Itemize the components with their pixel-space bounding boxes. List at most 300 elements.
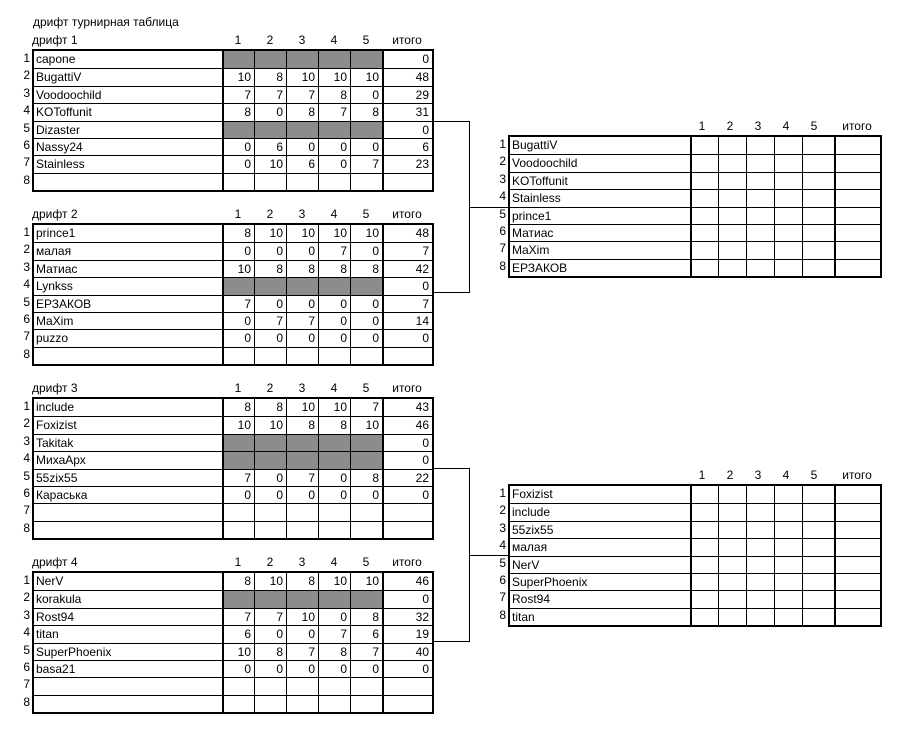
row-number: 2 <box>499 503 506 518</box>
row-number: 2 <box>23 416 30 431</box>
final-round-header-1: 1 <box>698 468 706 482</box>
total-score: 31 <box>382 104 432 121</box>
round-score: 7 <box>222 470 254 487</box>
table-row <box>510 556 880 574</box>
round-score <box>286 504 318 521</box>
table-row <box>34 469 432 487</box>
round-score: 7 <box>286 470 318 487</box>
row-number: 6 <box>499 573 506 587</box>
round-score: 0 <box>254 296 286 313</box>
driver-name: малая <box>512 540 548 555</box>
round-score <box>254 174 286 191</box>
round-score <box>318 678 350 695</box>
driver-name <box>36 174 220 191</box>
round-score <box>222 522 254 539</box>
round-score: 0 <box>254 487 286 504</box>
round-score: 7 <box>350 644 382 661</box>
total-score: 7 <box>382 296 432 313</box>
total-score: 0 <box>382 330 432 347</box>
row-number: 1 <box>23 51 30 65</box>
score-table <box>32 49 434 192</box>
row-number: 4 <box>23 277 30 292</box>
table-row <box>510 573 880 591</box>
round-score <box>718 173 746 190</box>
table-row <box>34 260 432 278</box>
table-row <box>34 68 432 86</box>
round-score: 7 <box>254 87 286 104</box>
driver-name: МихаАрх <box>36 453 86 468</box>
round-score <box>318 174 350 191</box>
driver-name: ЕРЗАКОВ <box>36 296 92 311</box>
round-score: 10 <box>222 417 254 434</box>
row-number: 4 <box>23 103 30 118</box>
round-score <box>746 591 774 608</box>
table-row <box>510 154 880 172</box>
round-header-3: 3 <box>298 555 306 569</box>
row-number: 1 <box>23 573 30 587</box>
table-row <box>34 103 432 121</box>
total-score <box>834 208 884 225</box>
table-row <box>510 241 880 259</box>
total-score: 42 <box>382 261 432 278</box>
total-header: итого <box>392 207 422 221</box>
round-score: 0 <box>318 296 350 313</box>
table-row <box>34 225 432 242</box>
total-header: итого <box>392 381 422 395</box>
round-score: 8 <box>254 399 286 416</box>
round-score <box>350 591 382 608</box>
final-round-header-3: 3 <box>754 119 762 133</box>
final-round-header-1: 1 <box>698 119 706 133</box>
round-score <box>254 452 286 469</box>
round-score: 6 <box>222 626 254 643</box>
table-row <box>34 660 432 678</box>
driver-name: малая <box>36 244 72 259</box>
row-number: 5 <box>499 206 506 221</box>
driver-name <box>36 678 220 695</box>
row-number: 6 <box>23 660 30 674</box>
round-score: 8 <box>286 417 318 434</box>
round-score: 8 <box>350 609 382 626</box>
round-score: 10 <box>350 225 382 242</box>
round-score: 0 <box>222 156 254 173</box>
total-header: итого <box>392 33 422 47</box>
round-score <box>318 504 350 521</box>
row-number: 2 <box>23 68 30 83</box>
round-score: 0 <box>254 330 286 347</box>
round-score <box>690 242 718 259</box>
row-number: 6 <box>499 224 506 238</box>
round-score <box>774 557 802 574</box>
round-header-1: 1 <box>234 33 242 47</box>
round-score <box>286 452 318 469</box>
round-score: 0 <box>222 661 254 678</box>
round-score <box>802 155 830 172</box>
total-score <box>834 225 884 242</box>
round-score: 0 <box>318 470 350 487</box>
driver-name: Караська <box>36 488 88 502</box>
driver-name: Voodoochild <box>36 87 102 102</box>
round-score <box>802 137 830 154</box>
round-score: 7 <box>222 609 254 626</box>
row-number: 2 <box>499 154 506 169</box>
total-score: 0 <box>382 452 432 469</box>
round-score <box>718 225 746 242</box>
round-score <box>286 678 318 695</box>
round-score: 8 <box>318 417 350 434</box>
driver-name: include <box>512 505 551 520</box>
round-header-1: 1 <box>234 207 242 221</box>
row-number: 7 <box>23 677 30 692</box>
driver-name: SuperPhoenix <box>512 575 588 589</box>
row-number: 5 <box>23 468 30 483</box>
round-header-2: 2 <box>266 33 274 47</box>
round-score <box>746 557 774 574</box>
row-number: 5 <box>23 294 30 309</box>
row-number: 6 <box>23 312 30 326</box>
round-score <box>222 51 254 68</box>
row-number: 3 <box>23 85 30 100</box>
round-score: 0 <box>222 243 254 260</box>
total-score <box>834 486 884 503</box>
round-score <box>254 51 286 68</box>
round-score <box>286 348 318 365</box>
row-number: 7 <box>23 329 30 344</box>
driver-name: titan <box>36 627 59 642</box>
round-score: 0 <box>350 313 382 330</box>
table-row <box>510 486 880 503</box>
round-score <box>746 137 774 154</box>
round-score: 7 <box>350 399 382 416</box>
round-score: 0 <box>254 104 286 121</box>
round-score: 0 <box>318 313 350 330</box>
row-number: 7 <box>499 241 506 256</box>
round-score: 10 <box>350 417 382 434</box>
total-score: 23 <box>382 156 432 173</box>
round-score <box>286 522 318 539</box>
driver-name: 55zix55 <box>36 470 78 485</box>
round-score: 10 <box>286 225 318 242</box>
round-header-5: 5 <box>362 555 370 569</box>
round-score <box>746 609 774 626</box>
table-row <box>34 242 432 260</box>
round-score: 8 <box>222 573 254 590</box>
round-score: 0 <box>350 330 382 347</box>
driver-name: Nassy24 <box>36 140 83 154</box>
round-score <box>802 591 830 608</box>
row-number: 4 <box>23 625 30 640</box>
round-score: 0 <box>318 139 350 156</box>
round-score <box>222 174 254 191</box>
total-score: 46 <box>382 573 432 590</box>
round-score <box>286 435 318 452</box>
total-score <box>382 696 432 713</box>
round-score <box>718 539 746 556</box>
table-row <box>34 451 432 469</box>
round-score: 10 <box>286 399 318 416</box>
driver-name: 55zix55 <box>512 522 554 537</box>
round-score <box>690 225 718 242</box>
driver-name: titan <box>512 609 535 624</box>
driver-name: Foxizist <box>36 418 77 433</box>
driver-name <box>36 348 220 365</box>
driver-name: Матиас <box>512 226 554 240</box>
round-score <box>718 155 746 172</box>
driver-name: Stainless <box>512 191 561 206</box>
round-score <box>802 486 830 503</box>
table-row <box>510 259 880 277</box>
round-score <box>254 678 286 695</box>
round-score <box>746 574 774 591</box>
round-score <box>774 504 802 521</box>
round-score <box>350 522 382 539</box>
driver-name: Voodoochild <box>512 156 578 171</box>
round-score: 6 <box>286 156 318 173</box>
table-row <box>34 590 432 608</box>
round-score <box>802 208 830 225</box>
round-score: 10 <box>318 399 350 416</box>
score-table <box>32 397 434 540</box>
table-row <box>34 521 432 539</box>
round-score: 8 <box>222 225 254 242</box>
driver-name: puzzo <box>36 331 69 346</box>
round-score: 10 <box>254 417 286 434</box>
round-score <box>286 278 318 295</box>
table-row <box>510 538 880 556</box>
driver-name: prince1 <box>512 208 552 223</box>
driver-name: MaXim <box>36 314 74 328</box>
row-number: 8 <box>23 694 30 709</box>
round-score: 8 <box>350 470 382 487</box>
total-score: 22 <box>382 470 432 487</box>
round-score: 0 <box>286 661 318 678</box>
total-score <box>834 609 884 626</box>
round-score: 0 <box>318 330 350 347</box>
round-score <box>286 122 318 139</box>
round-score <box>222 504 254 521</box>
row-number: 4 <box>499 189 506 204</box>
driver-name: KOToffunit <box>36 105 92 120</box>
table-row <box>34 155 432 173</box>
row-number: 8 <box>499 258 506 273</box>
score-table <box>32 223 434 366</box>
round-score <box>222 678 254 695</box>
table-row <box>34 399 432 416</box>
round-header-2: 2 <box>266 207 274 221</box>
round-score: 0 <box>318 487 350 504</box>
total-score <box>834 504 884 521</box>
round-score <box>254 348 286 365</box>
driver-name: NerV <box>36 574 64 588</box>
round-score <box>254 696 286 713</box>
table-row <box>34 86 432 104</box>
round-score <box>718 242 746 259</box>
driver-name: capone <box>36 52 76 66</box>
round-score <box>690 522 718 539</box>
round-score <box>718 522 746 539</box>
round-score <box>318 591 350 608</box>
row-number: 4 <box>23 451 30 466</box>
round-score: 0 <box>222 330 254 347</box>
table-row <box>34 312 432 330</box>
driver-name: ЕРЗАКОВ <box>512 260 568 275</box>
round-score <box>746 155 774 172</box>
round-score <box>318 696 350 713</box>
total-score: 0 <box>382 487 432 504</box>
round-score <box>318 51 350 68</box>
total-score: 0 <box>382 122 432 139</box>
total-score: 29 <box>382 87 432 104</box>
round-score <box>690 260 718 277</box>
final-total-header: итого <box>842 468 872 482</box>
round-score: 0 <box>350 139 382 156</box>
round-score: 8 <box>318 87 350 104</box>
row-number: 3 <box>499 520 506 535</box>
round-score: 10 <box>286 69 318 86</box>
round-score <box>350 678 382 695</box>
round-score: 7 <box>318 243 350 260</box>
row-number: 3 <box>23 433 30 448</box>
total-score <box>382 522 432 539</box>
driver-name: korakula <box>36 592 82 607</box>
driver-name: Матиас <box>36 261 78 276</box>
round-score <box>318 452 350 469</box>
driver-name: include <box>36 400 75 414</box>
round-header-3: 3 <box>298 207 306 221</box>
group-name: дрифт 1 <box>32 33 78 47</box>
driver-name <box>36 696 220 713</box>
round-score <box>254 522 286 539</box>
row-number: 1 <box>499 486 506 500</box>
round-header-3: 3 <box>298 381 306 395</box>
round-score <box>718 574 746 591</box>
round-score <box>254 122 286 139</box>
round-score <box>746 208 774 225</box>
round-score <box>802 173 830 190</box>
round-score: 0 <box>254 661 286 678</box>
driver-name: basa21 <box>36 662 76 676</box>
round-score <box>718 591 746 608</box>
table-row <box>34 277 432 295</box>
total-score: 14 <box>382 313 432 330</box>
round-score <box>746 260 774 277</box>
table-row <box>34 51 432 68</box>
round-score: 10 <box>254 225 286 242</box>
round-header-2: 2 <box>266 381 274 395</box>
round-score <box>690 190 718 207</box>
round-score: 0 <box>318 609 350 626</box>
round-score: 8 <box>350 261 382 278</box>
driver-name: prince1 <box>36 226 76 240</box>
round-score <box>254 591 286 608</box>
total-score <box>834 137 884 154</box>
round-score <box>690 173 718 190</box>
round-score <box>774 486 802 503</box>
round-header-1: 1 <box>234 555 242 569</box>
round-score: 0 <box>286 139 318 156</box>
round-score <box>318 278 350 295</box>
round-score <box>690 609 718 626</box>
round-score <box>690 574 718 591</box>
total-score <box>834 522 884 539</box>
row-number: 3 <box>23 607 30 622</box>
row-number: 1 <box>23 399 30 413</box>
round-score: 6 <box>254 139 286 156</box>
total-score: 46 <box>382 417 432 434</box>
round-score <box>718 190 746 207</box>
round-score <box>774 208 802 225</box>
round-score <box>802 504 830 521</box>
total-score: 48 <box>382 225 432 242</box>
round-score: 0 <box>286 330 318 347</box>
round-score <box>774 574 802 591</box>
row-number: 5 <box>23 642 30 657</box>
table-row <box>510 189 880 207</box>
table-row <box>510 224 880 242</box>
row-number: 6 <box>23 486 30 500</box>
round-score: 7 <box>222 87 254 104</box>
round-header-1: 1 <box>234 381 242 395</box>
round-score <box>350 435 382 452</box>
total-score: 0 <box>382 435 432 452</box>
row-number: 3 <box>23 259 30 274</box>
round-score: 0 <box>318 156 350 173</box>
row-number: 8 <box>23 346 30 361</box>
round-score <box>774 522 802 539</box>
table-row <box>34 608 432 626</box>
round-score <box>222 278 254 295</box>
round-score <box>690 137 718 154</box>
round-score: 8 <box>286 104 318 121</box>
round-score <box>718 504 746 521</box>
group-name: дрифт 4 <box>32 555 78 569</box>
round-score <box>690 504 718 521</box>
round-score: 8 <box>222 399 254 416</box>
round-score: 10 <box>286 609 318 626</box>
final-total-header: итого <box>842 119 872 133</box>
round-score: 7 <box>350 156 382 173</box>
table-row <box>34 677 432 695</box>
round-score: 10 <box>318 69 350 86</box>
round-score <box>718 486 746 503</box>
round-score: 0 <box>350 243 382 260</box>
round-score <box>718 609 746 626</box>
round-score: 0 <box>254 243 286 260</box>
table-row <box>34 434 432 452</box>
round-score <box>774 225 802 242</box>
round-score: 6 <box>350 626 382 643</box>
round-score <box>746 504 774 521</box>
round-score: 0 <box>254 626 286 643</box>
round-score <box>286 696 318 713</box>
final-round-header-5: 5 <box>810 119 818 133</box>
table-row <box>510 172 880 190</box>
total-score: 7 <box>382 243 432 260</box>
round-score <box>774 591 802 608</box>
score-table <box>32 571 434 714</box>
final-table <box>508 135 882 278</box>
table-row <box>34 121 432 139</box>
round-header-5: 5 <box>362 33 370 47</box>
table-row <box>510 608 880 626</box>
round-score <box>350 452 382 469</box>
round-score <box>222 696 254 713</box>
driver-name: NerV <box>512 557 540 572</box>
round-score: 0 <box>222 313 254 330</box>
round-score: 8 <box>254 644 286 661</box>
total-score <box>382 174 432 191</box>
driver-name <box>36 522 220 539</box>
